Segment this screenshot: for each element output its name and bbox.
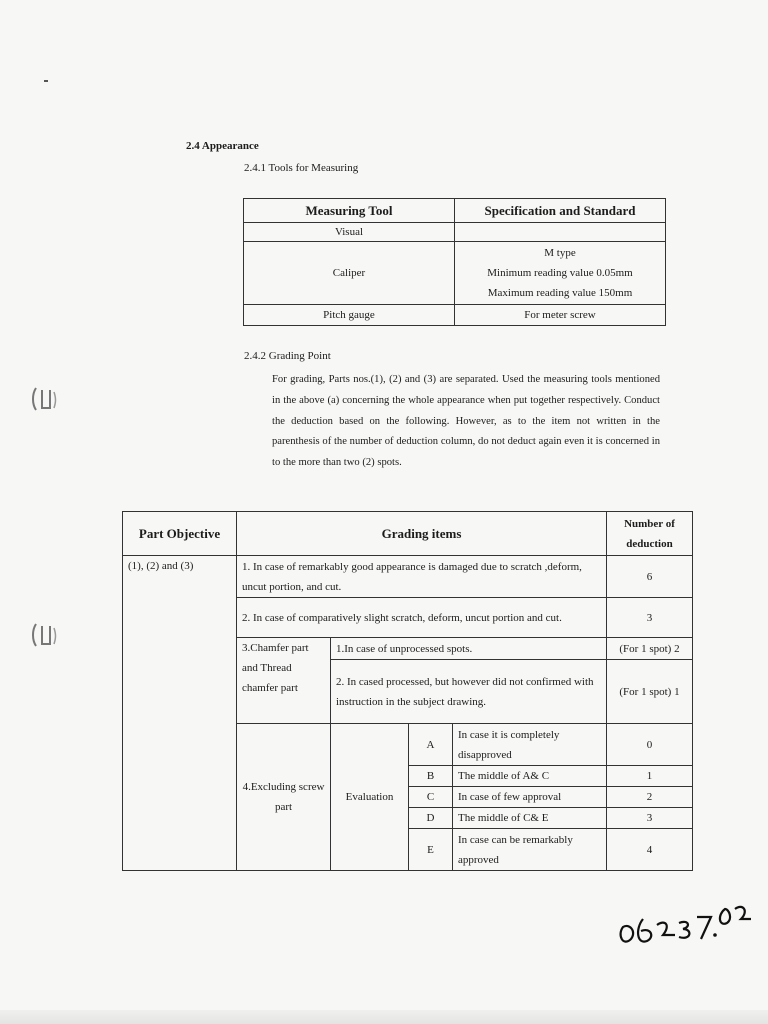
scan-speck [44, 80, 48, 82]
table-row [244, 223, 666, 242]
scan-edge [0, 1010, 768, 1024]
grade-description: In case it is completely disapproved [453, 724, 607, 766]
tool-spec [455, 223, 666, 242]
table-row [123, 556, 693, 598]
deduction-value: 2 [607, 787, 693, 808]
subsection-tools-title: 2.4.1 Tools for Measuring [244, 162, 359, 174]
evaluation-label: Evaluation [331, 724, 409, 871]
table-row [244, 305, 666, 326]
subsection-grading-title: 2.4.2 Grading Point [244, 350, 331, 362]
grade-letter: C [409, 787, 453, 808]
header-grading-items: Grading items [237, 512, 607, 556]
tool-name: Caliper [244, 242, 455, 305]
header-measuring-tool: Measuring Tool [244, 199, 455, 223]
grade-letter: B [409, 766, 453, 787]
spec-line: Maximum reading value 150mm [487, 287, 633, 299]
header-part-objective: Part Objective [123, 512, 237, 556]
grade-description: In case can be remarkably approved [453, 829, 607, 871]
handwritten-note [615, 895, 755, 955]
grade-description: In case of few approval [453, 787, 607, 808]
tool-name: Visual [244, 223, 455, 242]
binder-punch-mark [30, 620, 58, 650]
part-objective-cell: (1), (2) and (3) [123, 556, 237, 871]
table-header-row [244, 199, 666, 223]
tool-name: Pitch gauge [244, 305, 455, 326]
grading-paragraph: For grading, Parts nos.(1), (2) and (3) are separated. Used the measuring tools mentioned in the above (a) concerning the whole appearance when put together respectively. Conduct the deduction based on the following. However, as to the item not written in the parenthesis of the number of deduction column, do not deduct again even it is concerned in to the more than two (2) spots. [272, 374, 660, 469]
grade-letter: D [409, 808, 453, 829]
grading-item-text: 1. In case of remarkably good appearance is damaged due to scratch ,deform, uncut portion, and cut. [237, 556, 607, 598]
grading-item-label: 3.Chamfer part and Thread chamfer part [237, 638, 331, 724]
measuring-tools-table [243, 198, 666, 326]
table-row [244, 242, 666, 305]
grading-item-text: 2. In case of comparatively slight scratch, deform, uncut portion and cut. [237, 598, 607, 638]
table-header-row [123, 512, 693, 556]
grading-subitem-text: 2. In cased processed, but however did not confirmed with instruction in the subject drawing. [331, 660, 607, 724]
grading-table [122, 511, 693, 871]
grading-subitem-text: 1.In case of unprocessed spots. [331, 638, 607, 660]
section-title: 2.4 Appearance [186, 140, 259, 152]
deduction-value: 4 [607, 829, 693, 871]
header-spec: Specification and Standard [455, 199, 666, 223]
deduction-value: 6 [607, 556, 693, 598]
grade-letter: A [409, 724, 453, 766]
spec-line: M type [544, 247, 576, 259]
grade-description: The middle of C& E [453, 808, 607, 829]
deduction-value: (For 1 spot) 2 [607, 638, 693, 660]
tool-spec: For meter screw [455, 305, 666, 326]
deduction-value: 1 [607, 766, 693, 787]
grade-description: The middle of A& C [453, 766, 607, 787]
deduction-value: 3 [607, 598, 693, 638]
header-deduction: Number of deduction [607, 512, 693, 556]
binder-punch-mark [30, 384, 58, 414]
deduction-value: 3 [607, 808, 693, 829]
deduction-value: (For 1 spot) 1 [607, 660, 693, 724]
deduction-value: 0 [607, 724, 693, 766]
spec-line: Minimum reading value 0.05mm [487, 267, 633, 279]
grading-item-label: 4.Excluding screw part [237, 724, 331, 871]
tool-spec [455, 242, 666, 305]
grade-letter: E [409, 829, 453, 871]
